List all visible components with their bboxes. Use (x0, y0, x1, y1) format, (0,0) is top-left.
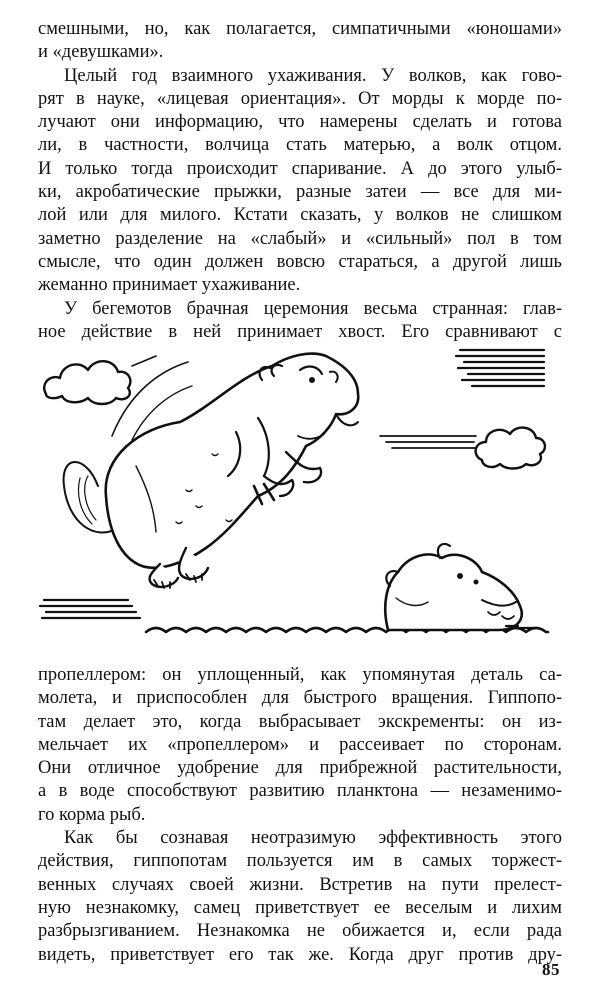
text-line: ную незнакомку, самец приветствует ее веселым и лихим (38, 897, 562, 918)
text-line: У бегемотов брачная церемония весьма странная: глав- (64, 298, 562, 319)
cloud-icon (380, 428, 545, 469)
page-number: 85 (542, 960, 560, 979)
text-line: смешными, но, как полагается, симпатичными «юношами» (38, 19, 562, 39)
text-line: Как бы сознавая неотразимую эффективность этого (64, 828, 562, 849)
text-block-bottom (38, 664, 562, 967)
cloud-icon (44, 356, 156, 404)
text-line: там делает это, когда выбрасывает экскременты: он из- (38, 711, 562, 732)
hippo-in-water-icon (385, 544, 534, 630)
text-line: го корма рыб. (38, 804, 146, 825)
text-line: и «девушками». (38, 42, 164, 63)
text-line: заметно разделение на «слабый» и «сильный» пол в том (38, 228, 562, 249)
text-line: ки, акробатические прыжки, разные затеи — все для ми- (38, 182, 562, 203)
text-line: рят в науке, «лицевая ориентация». От морды к морде по- (38, 88, 562, 109)
text-line: И только тогда происходит спаривание. А до этого улыб- (38, 158, 562, 179)
text-line: венных случаях своей жизни. Встретив на пути прелест- (38, 874, 562, 895)
speed-lines-icon (40, 600, 140, 618)
text-line: смысле, что один должен вовсю стараться, а другой лишь (38, 251, 562, 272)
text-line: молета, и приспособлен для быстрого вращения. Гиппопо- (38, 688, 562, 709)
text-block-top (38, 18, 562, 344)
leaping-hippo-illustration (36, 336, 564, 648)
text-line: Они отличное удобрение для прибрежной растительности, (38, 758, 562, 779)
speed-lines-icon (456, 350, 544, 386)
text-line: а в воде способствуют развитию планктона — незаменимо- (38, 781, 562, 802)
text-line: пропеллером: он уплощенный, как упомянутая деталь са- (38, 665, 562, 685)
text-line: жеманно принимает ухаживание. (38, 275, 301, 296)
text-line: лучают они информацию, что намерены сделать и готова (38, 112, 562, 133)
text-line: мельчает их «пропеллером» и рассеивает по сторонам. (38, 734, 562, 755)
text-line: видеть, приветствует его так же. Когда друг против дру- (38, 944, 562, 965)
text-line: разбрызгиванием. Незнакомка не обижается и, если рада (38, 921, 562, 942)
text-line: Целый год взаимного ухаживания. У волков, как гово- (64, 65, 562, 86)
text-line: ное действие в ней принимает хвост. Его сравнивают с (38, 321, 562, 342)
text-line: лой или для милого. Кстати сказать, у волков не слишком (38, 205, 562, 226)
text-line: действия, гиппопотам пользуется им в самых торжест- (38, 851, 562, 872)
text-line: ли, в частности, волчица стать матерью, а волк отцом. (38, 135, 562, 156)
